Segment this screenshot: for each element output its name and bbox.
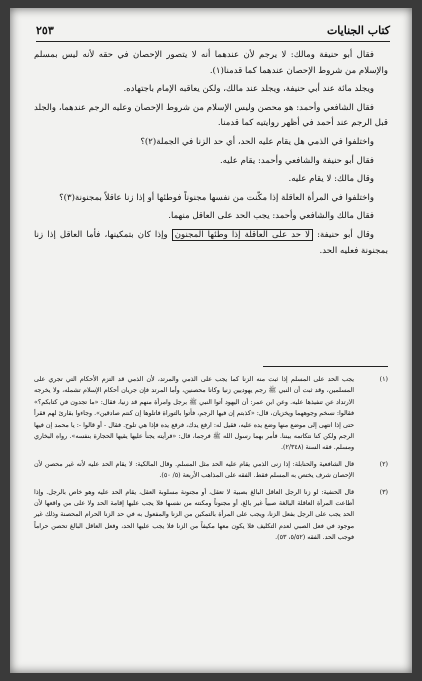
paragraph: فقال أبو حنيفة والشافعي وأحمد: يقام عليه. [219,155,374,166]
footnote-text: قال الحنفية: لو زنا الرجل العاقل البالغ بصبية لا تعقل، أو مجنونة مسلوبة العقل، يقام الحد عليه وهو خاص بالرجل. وإذا أطاعت المرأة العاقلة البالغة صبياً غير بالغ، أو مجنوناً ومكنته من نفسها فلا يجب عليها إقامة الحد ولا على من واقعها لأن الحد يجب على الرجل بفعل الزنا، ويجب على المرأة بالتمكين من الزنا والمفعول به في حد الزنا الحرام المحصنة وذلك غير موجود في فعل الصبي لعدم التكليف فلا يكون معها مكيفاً من الزنا فلا يجب عليها الحد، وفعل العاقل البالغ تحصن حراماً فوجب الحد. الفقه (٥/٥٢، ٥٣). [34,488,354,542]
footnote [34,459,388,482]
paragraph: فقال الشافعي وأحمد: هو محصن وليس الإسلام من شروط الإحصان وعليه الرجم عندهما، والجلد قبل الرجم عند أحمد في أظهر روايتيه كما قدمنا. [34,102,388,129]
footnote-number: (٢) [379,460,388,468]
footnote-text: قال الشافعية والحنابلة: إذا زنى الذمي يقام عليه الحد مثل المسلم. وقال المالكية: لا يقام الحد عليه لأنه غير محصن لأن الإحصان شرف يختص به المسلم فقط. الفقه على المذاهب الأربعة (٥/ ٥٠). [34,460,354,480]
text-span: وقال أبو حنيفة: [313,229,375,240]
paragraph: واختلفوا في الذمي هل يقام عليه الحد، أي حد الزنا في الجملة(٢)؟ [140,136,374,147]
paragraph [34,228,388,259]
text-span: وإذا كان بتمكينها، فأما العاقل إذا زنا بمجنونة فعليه الحد. [34,229,388,256]
footnote-number: (١) [379,376,388,383]
highlighted-phrase: لا حد على العاقلة إذا وطئها المجنون [172,229,313,241]
paragraph: وقال مالك: لا يقام عليه. [288,174,374,185]
footnote [34,487,388,544]
paragraph: فقال أبو حنيفة ومالك: لا يرجم لأن عندهما أنه لا يتصور الإحصان في حقه لأنه ليس بمسلم والإسلام من شروط الإحصان عندهما كما قدمنا(١). [34,50,388,76]
page-header [36,22,390,38]
paragraph: واختلفوا في المرأة العاقلة إذا مكّنت من نفسها مجنوناً فوطئها أو إذا زنا عاقلاً بمجنونة(٣)؟ [59,192,374,203]
page-number: ٢٥٣ [36,23,54,37]
document-page [10,8,412,673]
footnote-number: (٣) [379,488,388,496]
footnotes [34,374,388,549]
header-rule [36,41,390,42]
paragraph: فقال مالك والشافعي وأحمد: يجب الحد على العاقل منهما. [168,211,374,222]
paragraph: ويجلد مائة عند أبي حنيفة، ويجلد عند مالك، ولكن يعاقبه الإمام باجتهاده. [123,84,374,95]
footnote [34,374,388,454]
footnote-text: يجب الحد على المسلم إذا ثبت منه الزنا كما يجب على الذمي والمرتد، لأن الذمي قد التزم الأحكام التي تجري على المسلمين، وقد ثبت أن النبي ﷺ رجم يهوديين زنيا وكانا محصنين، وأما المرتد فإن جريان أحكام الإسلام تشمله، ولا يخرجه الارتداد عن تنفيذها عليه. وعن ابن عمر: أن اليهود أتوا النبي ﷺ برجل وامرأة منهم قد زنيا، فقال: «ما تجدون في كتابكم؟» فقالوا: نسخم وجوههما ويخزيان، قال: «كذبتم إن فيها الرجم، فأتوا بالتوراة فاتلوها إن كنتم صادقين». وجاءوا بقارئ لهم فقرأ حتى إذا انتهى إلى موضع منها وضع يده عليه، فقيل له: ارفع يدك، فرفع يده فإذا هي تلوح. فقال - أو قالوا -: يا محمد إن فيها الرجم ولكن كنا نتكاتمه بيننا. فأمر بهما رسول الله ﷺ فرجما، قال: «فرأيته يجنأ عليها يقيها الحجارة بنفسه». رواه البخاري ومسلم. فقه السنة (٢/٣٤٨). [34,376,354,452]
footnote-separator [263,366,388,367]
running-title: كتاب الجنايات [326,23,390,37]
main-text [34,48,388,262]
